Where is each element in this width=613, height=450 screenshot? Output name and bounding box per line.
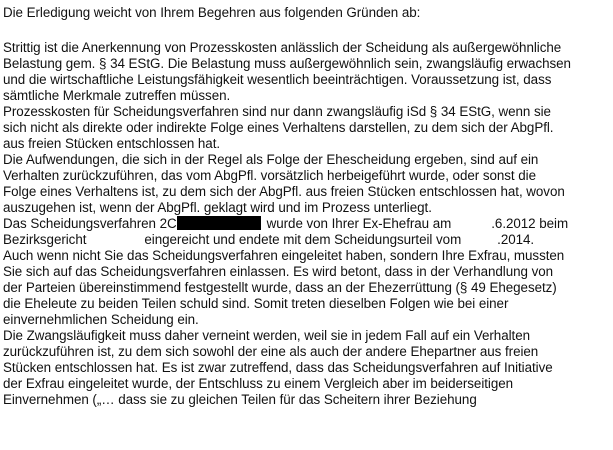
- text-line: Folge eines Verhaltens ist, zu dem sich der AbgPfl. aus freien Stücken entschlossen hat, wovon: [3, 184, 565, 199]
- text-line: Sie sich auf das Scheidungsverfahren einlassen. Es wird betont, dass in der Verhandlung von: [3, 264, 554, 279]
- text-line: sich nicht als direkte oder indirekte Folge eines Verhaltens darstellen, zu dem sich der AbgPfl.: [3, 120, 554, 135]
- text-line: Strittig ist die Anerkennung von Prozesskosten anlässlich der Scheidung als außergewöhnliche: [3, 40, 562, 55]
- scheidung-line: [3, 216, 568, 231]
- text-line: aus freien Stücken entschlossen hat.: [3, 136, 221, 151]
- bezirk-line: [3, 232, 534, 247]
- scheidung-text-c: .6.2012 beim: [491, 216, 569, 231]
- bezirk-text-c: .2014.: [497, 232, 535, 247]
- scheidung-text-b: wurde von Ihrer Ex-Ehefrau am: [266, 216, 452, 231]
- text-line: Verhalten zurückzuführen, das vom AbgPfl. vorsätzlich herbeigeführt wurde, oder sonst die: [3, 168, 536, 183]
- text-line: Auch wenn nicht Sie das Scheidungsverfahren eingeleitet haben, sondern Ihre Exfrau, mussten: [3, 248, 565, 263]
- text-line: sämtliche Merkmale zutreffen müssen.: [3, 88, 231, 103]
- bezirk-text-b: eingereicht und endete mit dem Scheidungsurteil vom: [144, 232, 462, 247]
- text-line: Einvernehmen („… dass sie zu gleichen Teilen für das Scheitern ihrer Beziehung: [3, 392, 477, 407]
- text-line: der Exfrau eingeleitet wurde, der Entschluss zu einem Vergleich aber im beiderseitigen: [3, 376, 514, 391]
- redaction-box: [177, 216, 261, 230]
- scheidung-text-a: Das Scheidungsverfahren 2C: [3, 216, 177, 231]
- text-line: Prozesskosten für Scheidungsverfahren sind nur dann zwangsläufig iSd § 34 EStG, wenn sie: [3, 104, 551, 119]
- text-line: die Eheleute zu beiden Teilen schuld sind. Somit treten dieselben Folgen wie bei einer: [3, 296, 509, 311]
- text-line: auszugehen ist, wenn der AbgPfl. geklagt wird und im Prozess unterliegt.: [3, 200, 432, 215]
- text-line: einvernehmlichen Scheidung ein.: [3, 312, 199, 327]
- text-line: zurückzuführen ist, zu dem sich sowohl der eine als auch der andere Ehepartner aus freien: [3, 344, 539, 359]
- text-line: und die wirtschaftliche Leistungsfähigkeit wesentlich beeinträchtigen. Voraussetzung ist, dass: [3, 72, 552, 87]
- bezirk-text-a: Bezirksgericht: [3, 232, 87, 247]
- text-line: Belastung gem. § 34 EStG. Die Belastung muss außergewöhnlich sein, zwangsläufig erwachsen: [3, 56, 571, 71]
- text-line: der Parteien übereinstimmend festgestellt wurde, dass an der Ehezerrüttung (§ 49 Ehegesetz): [3, 280, 557, 295]
- text-line: Die Zwangsläufigkeit muss daher verneint werden, weil sie in jedem Fall auf ein Verhalten: [3, 328, 530, 343]
- intro-line: Die Erledigung weicht von Ihrem Begehren aus folgenden Gründen ab:: [3, 5, 421, 20]
- text-line: Stücken entschlossen hat. Es ist zwar zutreffend, dass das Scheidungsverfahren auf Initiative: [3, 360, 553, 375]
- text-line: Die Aufwendungen, die sich in der Regel als Folge der Ehescheidung ergeben, sind auf ein: [3, 152, 539, 167]
